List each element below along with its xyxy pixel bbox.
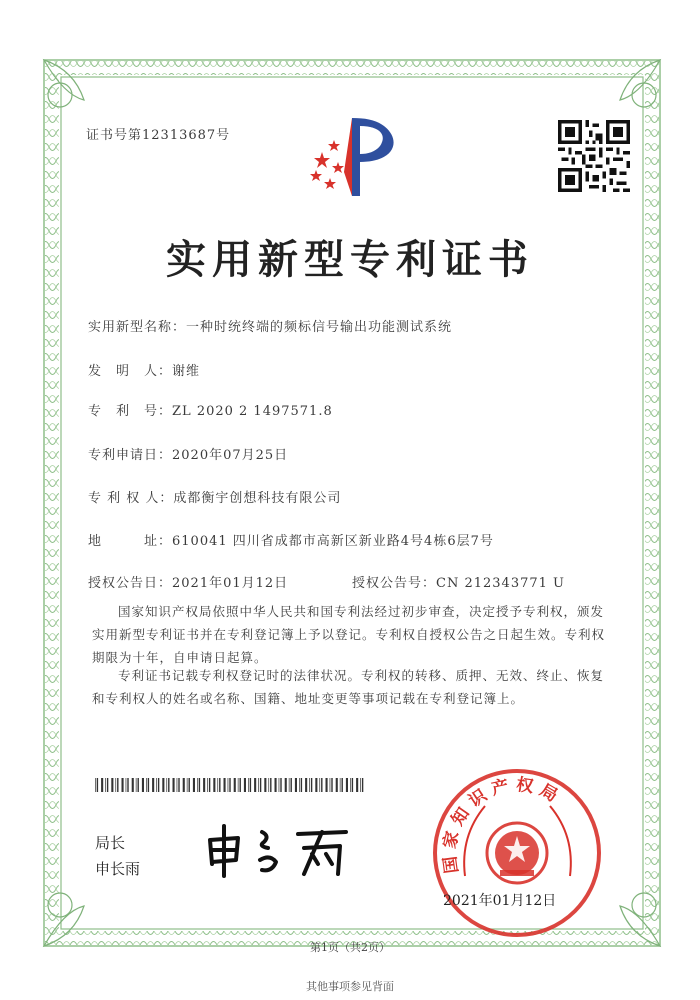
legal-status-paragraph: 专利证书记载专利权登记时的法律状况。专利权的转移、质押、无效、终止、恢复和专利权人的姓名或名称、国籍、地址变更等事项记载在专利登记簿上。	[92, 668, 605, 706]
seal-text: 国家知识产权局	[439, 774, 567, 875]
footer-note: 其他事项参见背面	[306, 980, 394, 993]
director-signature	[200, 820, 370, 880]
patent-office-logo-icon	[300, 112, 410, 202]
name-label: 实用新型名称：	[88, 320, 187, 335]
address-label: 地 址：	[88, 534, 173, 549]
qr-code-icon	[558, 120, 630, 192]
grant-statement-paragraph: 国家知识产权局依照中华人民共和国专利法经过初步审查，决定授予专利权，颁发实用新型专利证书并在专利登记簿上予以登记。专利权自授权公告之日起生效。专利权期限为十年，自申请日起算。	[92, 604, 606, 665]
inventor-value: 谢维	[172, 364, 201, 379]
grant-date-value: 2021年01月12日	[172, 576, 289, 591]
inventor-row	[88, 360, 200, 379]
grant-date-label: 授权公告日：	[88, 576, 173, 591]
certificate-title: 实用新型专利证书	[166, 236, 534, 283]
filing-date-value: 2020年07月25日	[172, 448, 289, 463]
filing-date-label: 专利申请日：	[88, 448, 173, 463]
patentee-value: 成都衡宇创想科技有限公司	[173, 491, 342, 506]
page-number: 第1页（共2页）	[310, 941, 390, 954]
patentee-label: 专 利 权 人：	[88, 491, 174, 506]
barcode-icon	[95, 778, 365, 792]
certificate-number: 证书号第12313687号	[86, 128, 231, 143]
grant-number-value: CN 212343771 U	[436, 576, 565, 591]
inventor-label: 发 明 人：	[88, 364, 173, 379]
address-row	[88, 530, 494, 549]
patent-number-value: ZL 2020 2 1497571.8	[172, 404, 333, 419]
grant-number-label: 授权公告号：	[352, 576, 437, 591]
grant-date-row	[88, 572, 288, 591]
patent-number-row	[88, 400, 333, 419]
patent-number-label: 专 利 号：	[88, 404, 173, 419]
name-value: 一种时统终端的频标信号输出功能测试系统	[186, 320, 453, 335]
grant-number-row	[352, 572, 565, 591]
utility-model-name-row	[88, 316, 452, 335]
address-value: 610041 四川省成都市高新区新业路4号4栋6层7号	[172, 534, 494, 549]
patentee-row	[88, 487, 341, 506]
seal-date: 2021年01月12日	[443, 893, 557, 909]
director-title: 局长	[95, 834, 126, 852]
filing-date-row	[88, 444, 288, 463]
director-name: 申长雨	[95, 860, 141, 878]
official-seal-icon	[430, 766, 605, 941]
